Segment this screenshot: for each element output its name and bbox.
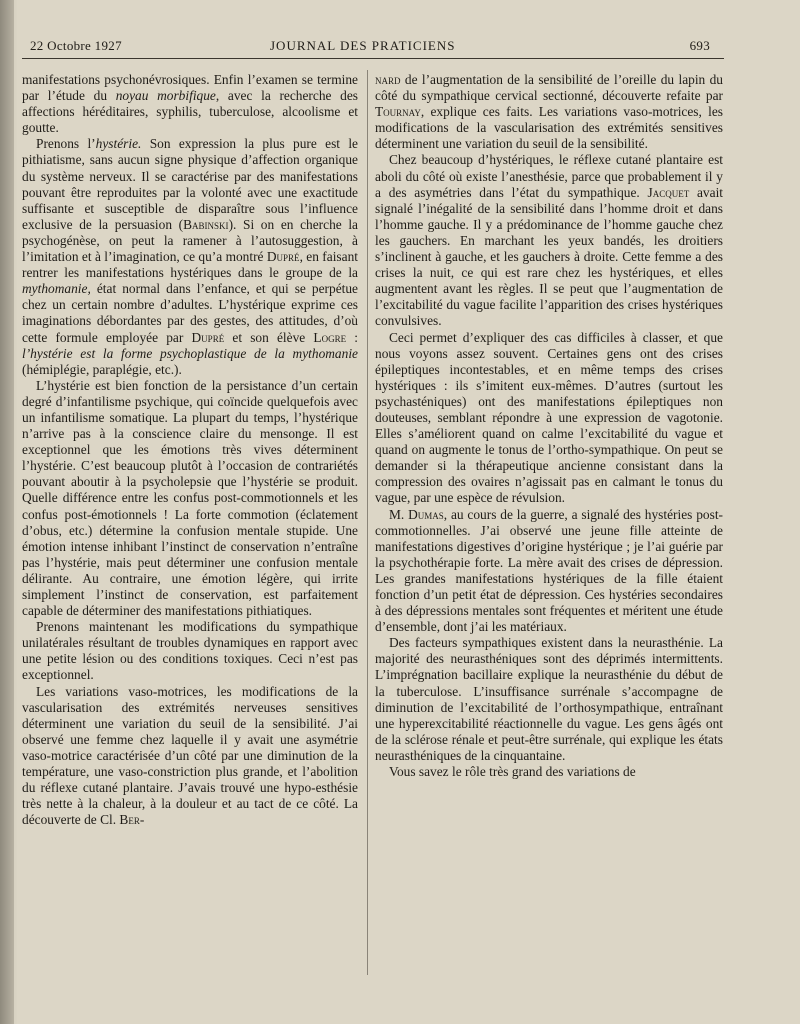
text-run: manifestations psychonévrosiques. Enfin l’examen se termine par l’étude du [22,72,358,104]
author-name: Logre [313,329,347,345]
paragraph: Des facteurs sympathiques existent dans la neurasthénie. La majorité des neurasthéniques sont des déprimés intermittents. L’imprégnation bacillaire explique la neurasthénie du début de la tuberculose. L’insuffisance surrénale s’accompagne de diminution de l’excitabilité de l’orthosympathique, entraînant une hyperexcitabilité réactionnelle du vague. Les gens âgés ont de la sclérose rénale et peut-être surrénale, qui explique les états neurasthéniques de la cinquantaine. [375,635,723,763]
paragraph [22,72,358,136]
paragraph [22,136,358,377]
italic-term: mythomanie, [22,281,91,297]
text-run: et son élève [224,329,314,345]
header-rule [22,58,724,59]
author-name: Babinski [183,216,229,232]
author-name: Dupré [191,329,225,345]
author-name: Dupré [266,249,300,265]
paragraph [375,507,723,636]
text-run: M. [389,506,409,522]
journal-title: JOURNAL DES PRATICIENS [270,38,456,53]
page-number: 693 [689,38,710,53]
text-run: Les variations vaso-motrices, les modifications de la vascularisation des extrémités nerveuses sensitives déterminent une variation du seuil de la sensibilité. J’ai observé une femme chez laquelle il y avait une asymétrie vaso-motrice caractérisée d’un côté par une diminution de la température, une vaso-constriction plus grande, et l’abolition du réflexe cutané plantaire. J’avais trouvé une hypo-esthésie très nette à la chaleur, à la douleur et au tact de ce côté. La découverte de Cl. [22,683,358,828]
running-header [30,38,710,56]
paragraph [375,72,723,152]
text-run: de l’augmentation de la sensibilité de l’oreille du lapin du côté du sympathique cervical sectionné, découverte refaite par [375,72,723,104]
text-run: , explique ces faits. Les variations vaso-motrices, les modifications de la vascularisation des extrémités sensitives déterminent une variation du seuil de la sensibilité. [375,104,723,152]
binding-gutter [0,0,14,1024]
italic-term: noyau morbifique [115,88,216,104]
text-run: Son expression la plus pure est le pithiatisme, sans aucun signe physique d’affection organique du système nerveux. Il se caractérise par des manifestations pouvant être reproduites par la volonté avec une exactitude suffisante et susceptible de disparaître sous l’influence exclusive de la persuasion ( [22,136,358,232]
column-divider [367,70,368,975]
paragraph [22,684,358,829]
text-run: Prenons l’ [36,136,96,152]
author-name: Dumas [408,506,444,522]
author-name: Ber- [119,812,145,828]
left-column [22,72,358,828]
text-run: (hémiplégie, paraplégie, etc.). [22,361,182,377]
paragraph: L’hystérie est bien fonction de la persistance d’un certain degré d’infantilisme psychique, qui coïncide quelquefois avec un infantilisme somatique. La plupart du temps, l’hystérique n’arrive pas à la conscience claire du mensonge. Il est exceptionnel que les émotions très vives déterminent l’hystérie. C’est beaucoup plutôt à l’occasion de contrariétés pouvant aboutir à la psycholepsie que l’hystérie se produit. Quelle différence entre les confus post-commotionnels et les confus post-émotionnels ! La forte commotion (éclatement d’obus, etc.) détermine la confusion mentale stupide. Une émotion intense inhibant l’instinct de conservation n’entraîne pas l’hystérie, mais peut déterminer une confusion mentale délirante. Au contraire, une émotion légère, qui irrite simplement l’instinct de conservation, est parfaitement capable de déterminer des manifestations pithiatiques. [22,377,358,619]
paragraph: Vous savez le rôle très grand des variations de [389,764,636,780]
paragraph [375,152,723,329]
right-column [375,72,723,780]
header-date: 22 Octobre 1927 [30,38,122,53]
italic-term: hystérie. [95,136,142,152]
text-run: état normal dans l’enfance, et qui se perpétue chez un certain nombre d’adultes. L’hystérique exprime ces imaginations débordantes par des gestes, des attitudes, d’où cette formule employée par [22,281,358,345]
paragraph: Ceci permet d’expliquer des cas difficiles à classer, et que nous voyons assez souvent. Certaines gens ont des crises épileptiques incontestables, et en même temps des crises hystériques : ils s’imitent eux-mêmes. D’autres (surtout les psychasténiques) ont des manifestations épileptiques non douteuses, semblant répondre à une expression de vagotonie. Elles s’améliorent quand on calme l’excitabilité du vague et quand on augmente le tonus de l’ortho-sympathique. On peut se demander si la thérapeutique ancienne consistant dans la compression des ovaires n’agissait pas en calmant le tonus du vague, par une espèce de révulsion. [375,329,723,506]
text-run: : [346,329,359,345]
text-run: , avec la recherche des affections héréditaires, syphilis, tuberculose, alcoolisme et goutte. [22,88,358,136]
author-name: Tournay [375,104,421,120]
text-run: , au cours de la guerre, a signalé des hystéries post-commotionnelles. J’ai observé une jeune fille atteinte de manifestations digestives d’origine hystérique ; je l’ai guérie par la psychothérapie forte. La mère avait des crises de dépression. Les grandes manifestations hystériques de la fille étaient fonction d’un petit état de dépression. Ces hystéries secondaires à des dépressions mentales sont fréquentes et méritent une étude d’ensemble, dont j’ai les matériaux. [375,506,723,635]
text-run: ). Si on en cherche la psychogénèse, on peut la ramener à l’autosuggestion, à l’imitation et à l’imagination, ce qu’a montré [22,216,358,265]
text-run: Chez beaucoup d’hystériques, le réflexe cutané plantaire est aboli du côté où existe l’anesthésie, parce que probablement il y a des asymétries dans l’état du sympathique. [375,152,723,200]
author-name: nard [375,72,401,87]
paragraph: Prenons maintenant les modifications du sympathique unilatérales résultant de troubles dynamiques en rapport avec une petite lésion ou des conditions toxiques. Ceci n’est pas exceptionnel. [22,619,358,683]
author-name: Jacquet [647,184,690,200]
text-run: , en faisant rentrer les manifestations hystériques dans le groupe de la [22,249,358,281]
text-run: avait signalé l’inégalité de la sensibilité dans l’homme droit et dans l’homme gauche. Il y a prédominance de l’homme gauche chez les gauchers. En marchant les yeux bandés, les droitiers s’inclinent à gauche, et les gauchers à droite. Cette femme a des crises la nuit, ce qui est rare chez les hystériques, et elles augmentent avant les règles. Il se peut que l’augmentation de l’excitabilité du vague facilite l’apparition des crises hystériques convulsives. [375,184,724,329]
italic-quote: l’hystérie est la forme psychoplastique de la mythomanie [22,345,358,361]
